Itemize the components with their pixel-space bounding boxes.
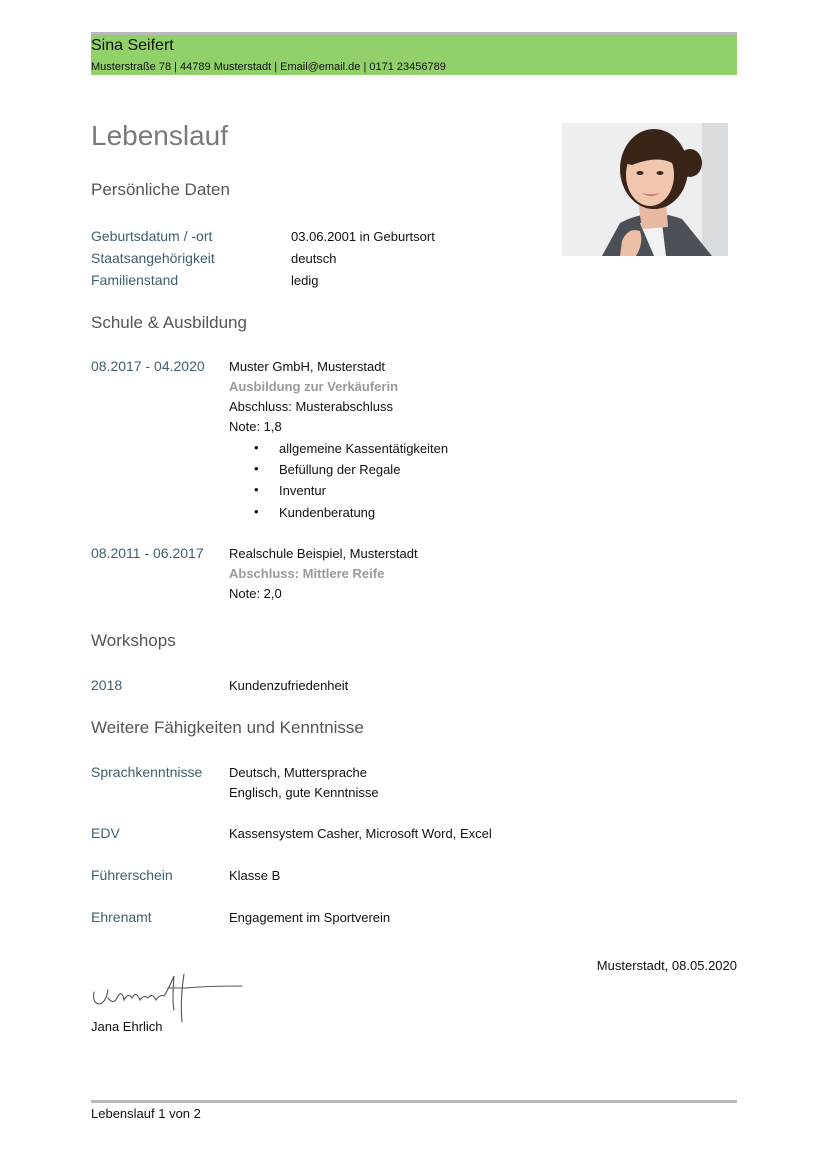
footer-divider bbox=[91, 1100, 737, 1103]
header-name: Sina Seifert bbox=[91, 37, 174, 54]
list-item: Inventur bbox=[279, 483, 326, 498]
list-item: Befüllung der Regale bbox=[279, 462, 401, 477]
section-heading-personal: Persönliche Daten bbox=[91, 180, 230, 199]
skill-label-languages: Sprachkenntnisse bbox=[91, 764, 203, 780]
bullet-icon: • bbox=[254, 440, 259, 455]
section-heading-education: Schule & Ausbildung bbox=[91, 313, 247, 332]
workshop-year: 2018 bbox=[91, 677, 123, 693]
value-birth: 03.06.2001 in Geburtsort bbox=[291, 229, 435, 244]
bullet-icon: • bbox=[254, 504, 259, 519]
education-program-2: Abschluss: Mittlere Reife bbox=[229, 566, 385, 581]
section-heading-skills: Weitere Fähigkeiten und Kenntnisse bbox=[91, 718, 364, 737]
education-grade-1: Note: 1,8 bbox=[229, 419, 282, 434]
workshop-title: Kundenzufriedenheit bbox=[229, 678, 349, 693]
signature-name: Jana Ehrlich bbox=[91, 1019, 163, 1034]
skill-label-edv: EDV bbox=[91, 825, 120, 841]
footer-page-number: Lebenslauf 1 von 2 bbox=[91, 1106, 201, 1121]
bullet-icon: • bbox=[254, 461, 259, 476]
skill-label-license: Führerschein bbox=[91, 867, 173, 883]
skill-value-languages-1: Deutsch, Muttersprache bbox=[229, 765, 368, 780]
place-date: Musterstadt, 08.05.2020 bbox=[596, 958, 737, 973]
education-program-1: Ausbildung zur Verkäuferin bbox=[229, 379, 399, 394]
education-place-1: Muster GmbH, Musterstadt bbox=[229, 359, 386, 374]
label-birth: Geburtsdatum / -ort bbox=[91, 228, 213, 244]
skill-value-license: Klasse B bbox=[229, 868, 281, 883]
portrait-photo bbox=[562, 123, 728, 256]
page-title: Lebenslauf bbox=[91, 120, 229, 151]
portrait-photo-icon bbox=[562, 123, 728, 256]
header-contact: Musterstraße 78 | 44789 Musterstadt | Email@email.de | 0171 23456789 bbox=[91, 61, 446, 73]
education-grade-2: Note: 2,0 bbox=[229, 586, 282, 601]
education-period-1: 08.2017 - 04.2020 bbox=[91, 358, 205, 374]
education-period-2: 08.2011 - 06.2017 bbox=[91, 545, 204, 561]
label-nationality: Staatsangehörigkeit bbox=[91, 250, 215, 266]
value-nationality: deutsch bbox=[291, 251, 337, 266]
skill-value-edv: Kassensystem Casher, Microsoft Word, Excel bbox=[229, 826, 492, 841]
list-item: allgemeine Kassentätigkeiten bbox=[279, 441, 449, 456]
education-degree-1: Abschluss: Musterabschluss bbox=[229, 399, 394, 414]
section-heading-workshops: Workshops bbox=[91, 631, 176, 650]
value-marital-status: ledig bbox=[291, 273, 319, 288]
label-marital-status: Familienstand bbox=[91, 272, 179, 288]
education-place-2: Realschule Beispiel, Musterstadt bbox=[229, 546, 418, 561]
list-item: Kundenberatung bbox=[279, 505, 376, 520]
skill-label-volunteer: Ehrenamt bbox=[91, 909, 152, 925]
skill-value-languages-2: Englisch, gute Kenntnisse bbox=[229, 785, 379, 800]
bullet-icon: • bbox=[254, 482, 259, 497]
skill-value-volunteer: Engagement im Sportverein bbox=[229, 910, 391, 925]
